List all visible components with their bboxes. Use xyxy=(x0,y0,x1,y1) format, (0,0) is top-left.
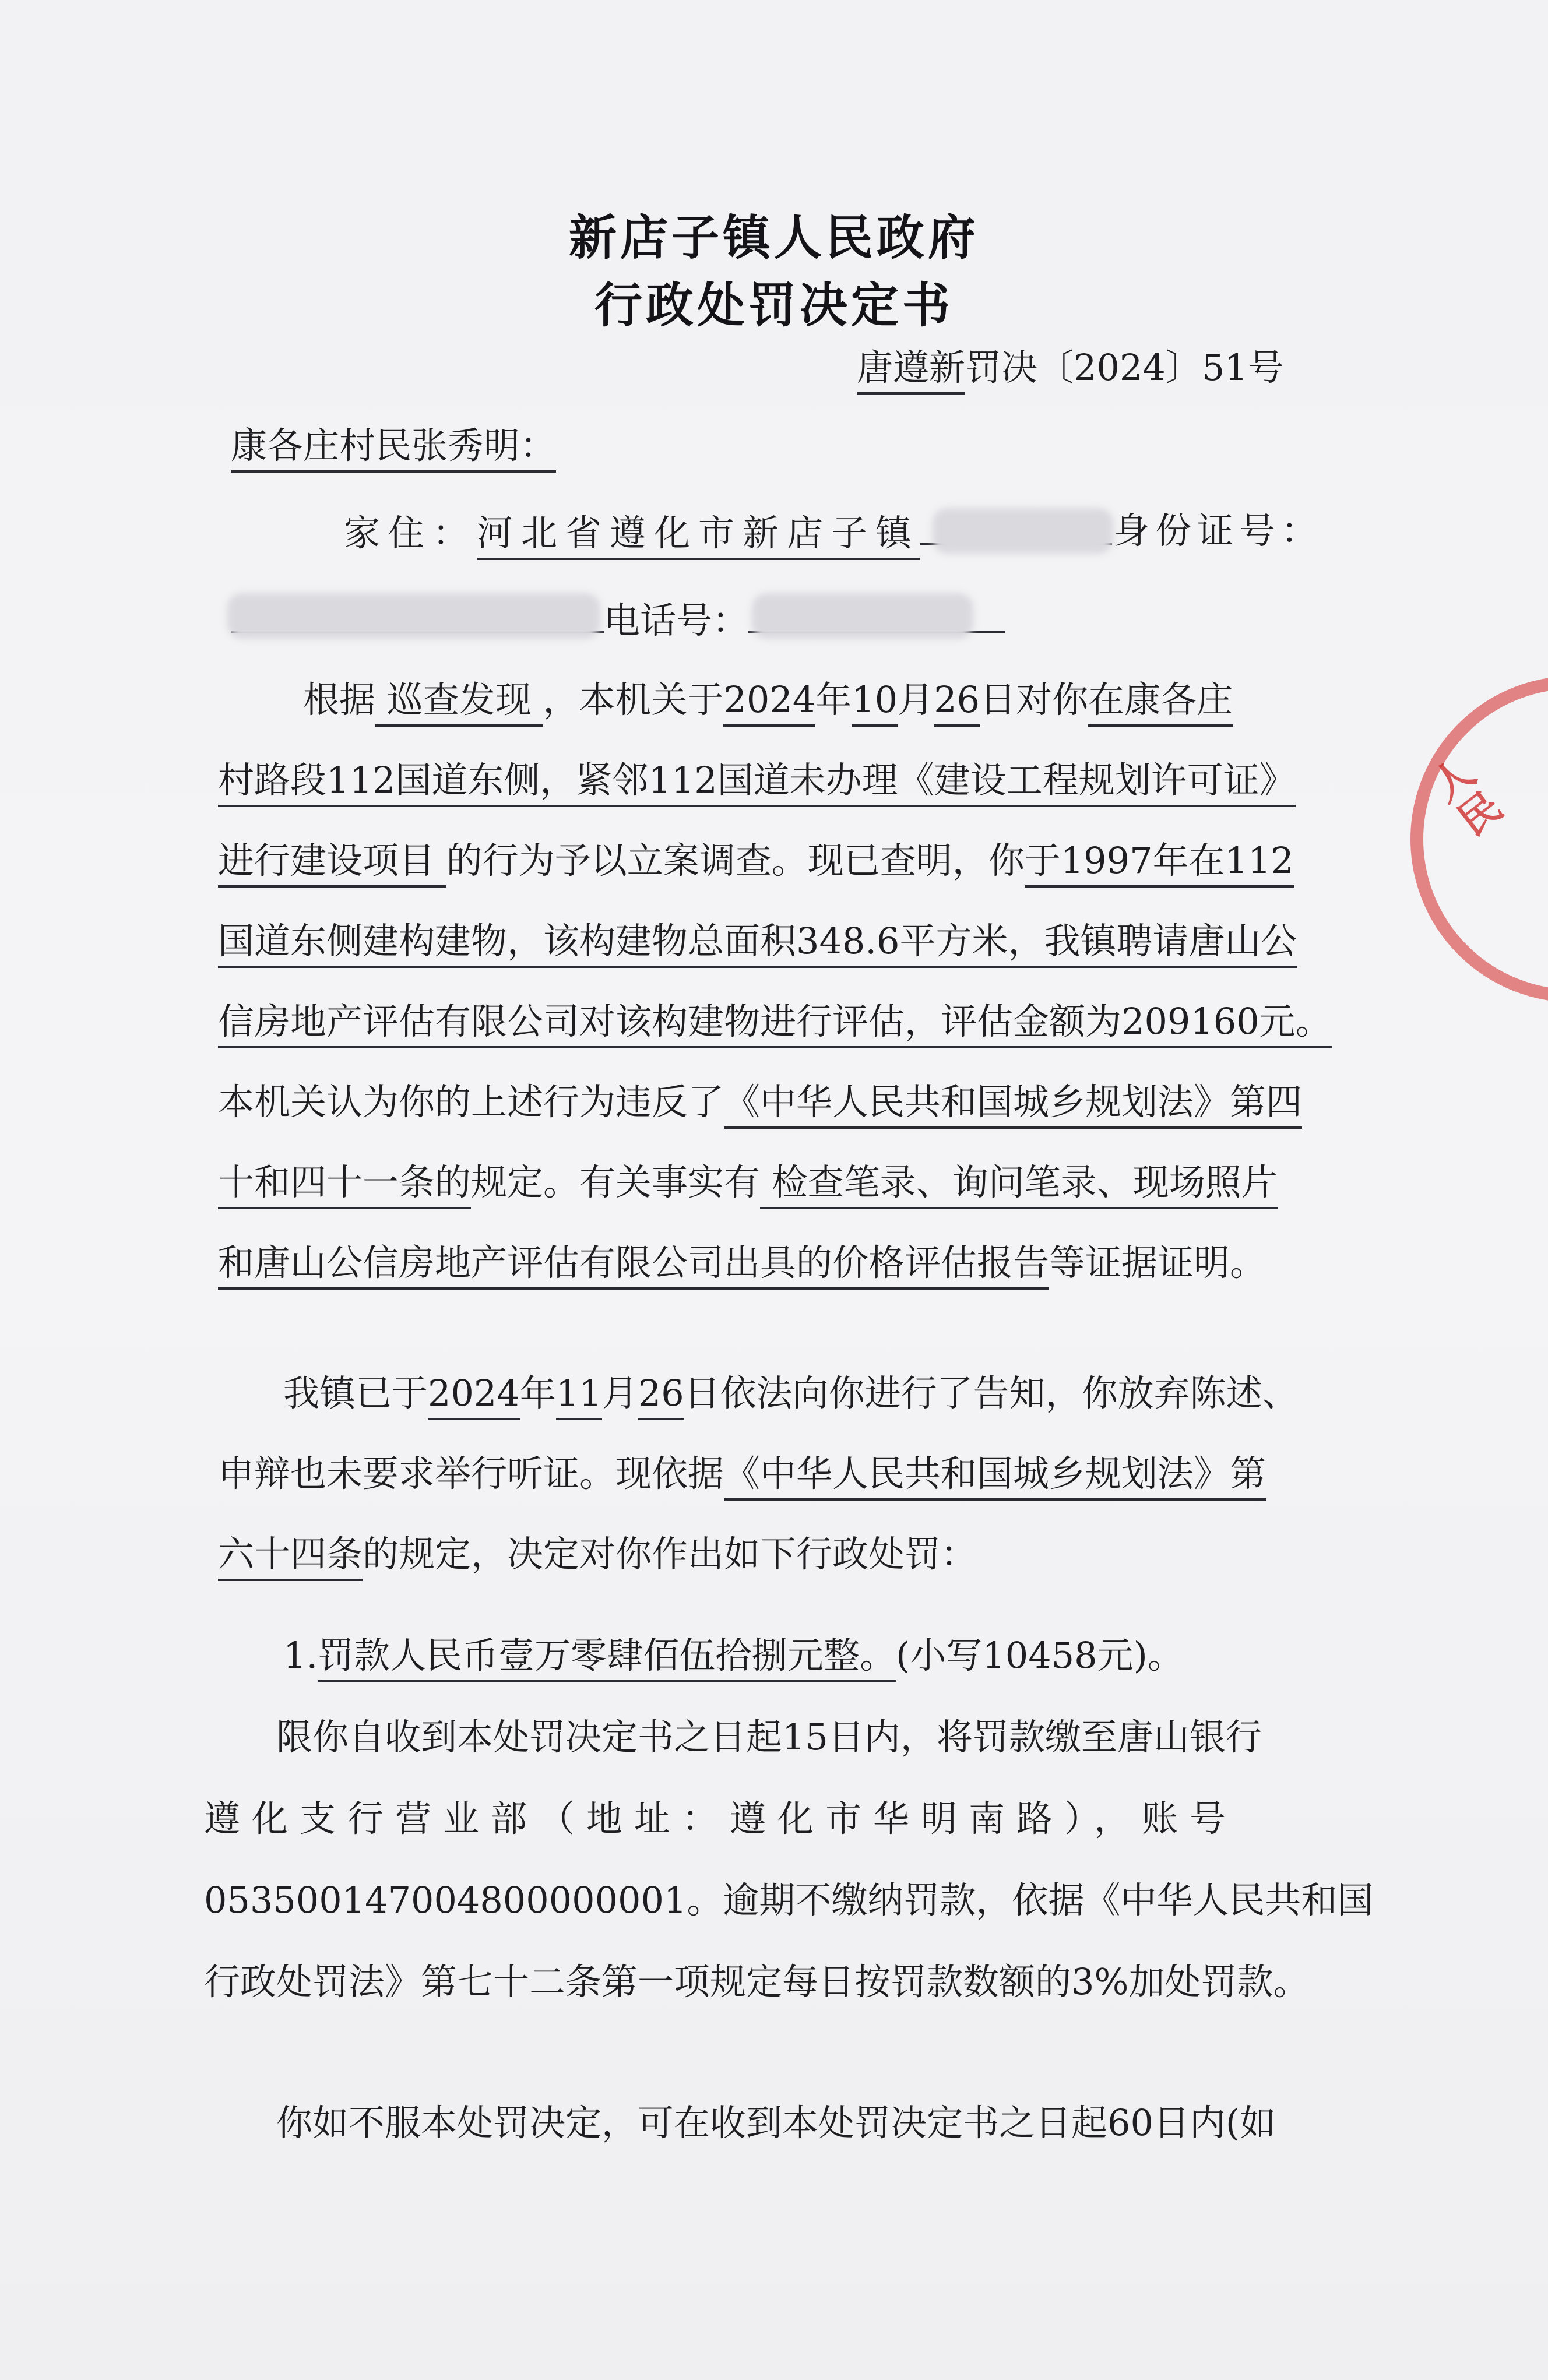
text-run: 遵化支行营业部（地址：遵化市华明南路），账号 xyxy=(204,1797,1238,1840)
underlined-text: 和唐山公信房地产评估有限公司出具的价格评估报告 xyxy=(218,1241,1049,1290)
redaction-blur xyxy=(752,593,973,639)
text-run: 年 xyxy=(519,1372,556,1414)
body-line xyxy=(204,1797,1238,1840)
text-run: 根据 xyxy=(303,678,376,721)
underlined-text: 巡查发现 xyxy=(375,678,543,727)
text-run: 日对你 xyxy=(980,678,1089,721)
org-title: 新店子镇人民政府 xyxy=(568,210,979,266)
body-line xyxy=(218,839,1294,882)
underlined-text: 26 xyxy=(934,678,980,727)
document-number xyxy=(857,346,1284,389)
phone-label: 电话号： xyxy=(604,599,749,642)
text-run: 我镇已于 xyxy=(283,1372,428,1414)
id-label: 身份证号： xyxy=(1113,509,1324,552)
body-line xyxy=(218,1533,977,1575)
redaction-blur xyxy=(227,593,600,639)
text-run: 月 xyxy=(601,1372,638,1414)
body-line xyxy=(276,1716,1262,1758)
text-run: 年 xyxy=(815,678,852,721)
body-line xyxy=(218,1452,1266,1495)
underlined-text: 国道东侧建构建物，该构建物总面积348.6平方米，我镇聘请唐山公 xyxy=(218,920,1297,968)
underlined-text: 村路段112国道东侧，紧邻112国道未办理《建设工程规划许可证》 xyxy=(218,759,1296,807)
text-run: 本机关认为你的上述行为违反了 xyxy=(218,1080,724,1123)
body-line xyxy=(218,1080,1303,1123)
text-run: (小写10458元)。 xyxy=(896,1634,1184,1677)
text-run: 申辩也未要求举行听证。现依据 xyxy=(218,1452,724,1495)
text-run: 的规定，决定对你作出如下行政处罚： xyxy=(363,1533,977,1575)
underlined-text: 信房地产评估有限公司对该构建物进行评估，评估金额为209160元。 xyxy=(218,1000,1332,1048)
body-line xyxy=(218,920,1297,962)
body-line xyxy=(276,2101,1276,2144)
underlined-text: 11 xyxy=(556,1372,602,1420)
address-value: 河北省遵化市新店子镇 xyxy=(477,512,920,560)
text-run: 行政处罚法》第七十二条第一项规定每日按罚款数额的3%加处罚款。 xyxy=(204,1960,1310,2003)
text-run: 053500147004800000001。逾期不缴纳罚款，依据《中华人民共和国 xyxy=(204,1879,1374,1921)
underlined-text: 2024 xyxy=(428,1372,520,1420)
text-run: ，本机关于 xyxy=(543,678,724,721)
redaction-blur xyxy=(933,508,1113,554)
underlined-text: 2024 xyxy=(723,678,815,727)
doc-number-suffix: 罚决〔2024〕51号 xyxy=(965,346,1284,389)
text-run: 规定。有关事实有 xyxy=(471,1161,761,1203)
underlined-text: 罚款人民币壹万零肆佰伍拾捌元整。 xyxy=(318,1634,896,1682)
body-line xyxy=(218,1000,1332,1043)
recipient-name: 康各庄村民张秀明： xyxy=(231,428,556,464)
body-line xyxy=(283,1634,1184,1677)
underlined-text: 10 xyxy=(852,678,898,727)
body-line xyxy=(218,1241,1266,1284)
text-run: 等证据证明。 xyxy=(1049,1241,1266,1284)
body-line xyxy=(218,1161,1278,1203)
text-run: 日依法向你进行了告知，你放弃陈述、 xyxy=(684,1372,1299,1414)
underlined-text: 检查笔录、询问笔录、现场照片 xyxy=(760,1161,1278,1209)
text-run: 的行为予以立案调查。现已查明，你 xyxy=(446,839,1025,882)
underlined-text: 十和四十一条的 xyxy=(218,1161,471,1209)
seal-fragment: 人 民 xyxy=(1422,748,1511,845)
underlined-text: 《中华人民共和国城乡规划法》第 xyxy=(724,1452,1266,1501)
underlined-text: 《中华人民共和国城乡规划法》第四 xyxy=(724,1080,1302,1129)
doc-title: 行政处罚决定书 xyxy=(594,278,954,333)
underlined-text: 进行建设项目 xyxy=(218,839,446,888)
underlined-text: 于1997年在112 xyxy=(1025,839,1294,888)
body-line xyxy=(218,759,1296,801)
underlined-text: 在康各庄 xyxy=(1088,678,1233,727)
body-line xyxy=(303,678,1233,721)
underlined-text: 六十四条 xyxy=(218,1533,363,1581)
text-run: 月 xyxy=(898,678,934,721)
body-line xyxy=(283,1372,1299,1414)
text-run: 限你自收到本处罚决定书之日起15日内，将罚款缴至唐山银行 xyxy=(276,1716,1262,1758)
text-run: 你如不服本处罚决定，可在收到本处罚决定书之日起60日内(如 xyxy=(276,2101,1276,2144)
text-run: 1. xyxy=(283,1634,318,1677)
body-line xyxy=(204,1960,1310,2003)
address-label: 家住： xyxy=(344,512,477,554)
underlined-text: 26 xyxy=(638,1372,684,1420)
body-line xyxy=(204,1879,1374,1921)
doc-number-prefix: 唐遵新 xyxy=(857,346,965,395)
